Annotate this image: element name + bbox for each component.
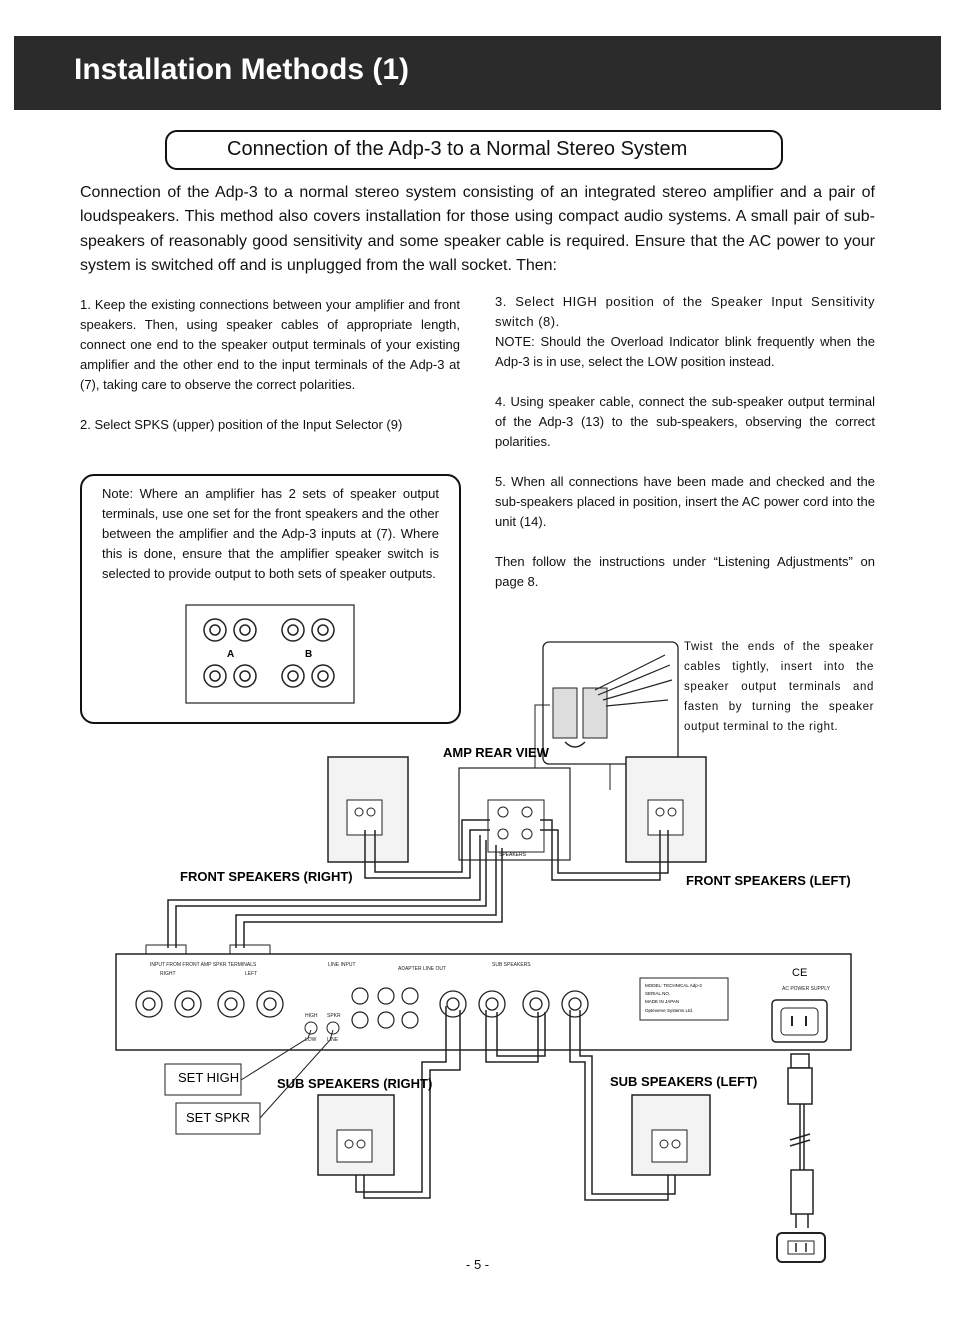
note-text: Note: Where an amplifier has 2 sets of speaker output terminals, use one set for the front speakers and the other between the amplifier and the Adp-3 inputs at (7). Where this is done, ensure that the amplifier speaker switch is selected to provide output to both sets of speaker outputs.	[102, 486, 439, 581]
panel-sub-label: SUB SPEAKERS	[492, 962, 531, 968]
terminal-detail-illustration	[543, 642, 678, 764]
front-speaker-right	[328, 757, 408, 862]
adp3-rear-panel	[116, 954, 851, 1050]
step-3: 3. Select HIGH position of the Speaker Input Sensitivity switch (8).	[495, 294, 875, 329]
amp-rear-view-label: AMP REAR VIEW	[443, 745, 549, 760]
page-number: - 5 -	[466, 1257, 490, 1272]
terminal-a-label: A	[227, 649, 235, 660]
step-2: 2. Select SPKS (upper) position of the Input Selector (9)	[80, 417, 403, 432]
panel-spkr-label: SPKR	[327, 1013, 341, 1019]
page-title: Installation Methods (1)	[74, 53, 410, 86]
step-4: 4. Using speaker cable, connect the sub-speaker output terminal of the Adp-3 (13) to the sub-speakers, observing the correct polarities.	[495, 394, 875, 449]
rating-line-3: MADE IN JAPAN	[645, 999, 680, 1004]
twist-instruction: Twist the ends of the speaker cables tightly, insert into the speaker output terminals and fasten by turning the speaker output terminal to the right.	[684, 641, 874, 733]
power-cord	[788, 1054, 813, 1228]
section-title: Connection of the Adp-3 to a Normal Stereo System	[227, 138, 688, 160]
rating-line-1: MODEL: TECHNICAL Adp-3	[645, 983, 702, 988]
set-high-label: SET HIGH	[178, 1070, 240, 1085]
panel-line-label: LINE	[327, 1037, 339, 1043]
intro-paragraph: Connection of the Adp-3 to a normal stereo system consisting of an integrated stereo amplifier and a pair of loudspeakers. This method also covers installation for those using compact audio systems. A small pair of sub-speakers of reasonably good sensitivity and some speaker cable is required. Ensure that the AC power to your system is switched off and is unplugged from the wall socket. Then:	[80, 184, 875, 274]
sub-speakers-right-label: SUB SPEAKERS (RIGHT)	[277, 1076, 433, 1091]
terminal-b-label: B	[305, 649, 313, 660]
rating-line-2: SERIAL NO.	[645, 991, 671, 996]
front-speakers-right-label: FRONT SPEAKERS (RIGHT)	[180, 869, 353, 884]
wall-socket	[777, 1233, 825, 1262]
panel-ce-mark: CE	[792, 967, 808, 979]
front-speakers-left-label: FRONT SPEAKERS (LEFT)	[686, 873, 851, 888]
set-spkr-label: SET SPKR	[186, 1110, 251, 1125]
rating-label	[640, 978, 728, 1020]
panel-line-input-label: LINE INPUT	[328, 962, 356, 968]
set-high-callout	[165, 1064, 241, 1095]
panel-input-label: INPUT FROM FRONT AMP SPKR TERMINALS	[150, 962, 257, 968]
sub-speaker-right	[318, 1095, 394, 1175]
panel-right-label: RIGHT	[160, 971, 176, 977]
panel-ac-label: AC POWER SUPPLY	[782, 986, 830, 992]
rating-line-4: Opteverve Systems Ltd.	[645, 1008, 694, 1013]
panel-high-label: HIGH	[305, 1013, 318, 1019]
front-speaker-left	[626, 757, 706, 862]
step-1: 1. Keep the existing connections between your amplifier and front speakers. Then, using speaker cables of appropriate length, connect one end to the speaker output terminals of your existing amplifier and the other end to the input terminals of the Adp-3 at (7), taking care to observe the correct polarities.	[80, 297, 460, 392]
ac-inlet	[772, 1000, 827, 1042]
set-spkr-callout	[176, 1103, 260, 1134]
step-3-note: NOTE: Should the Overload Indicator blink frequently when the Adp-3 is in use, select the LOW position instead.	[495, 334, 875, 369]
panel-left-label: LEFT	[245, 971, 258, 977]
amp-speakers-caption: SPEAKERS	[499, 852, 526, 858]
sub-speakers-left-label: SUB SPEAKERS (LEFT)	[610, 1074, 758, 1089]
final-instruction: Then follow the instructions under “Listening Adjustments” on page 8.	[495, 554, 875, 589]
panel-adapter-label: ADAPTER LINE OUT	[398, 966, 447, 972]
sub-speaker-left	[632, 1095, 710, 1175]
step-5: 5. When all connections have been made and checked and the sub-speakers placed in position, insert the AC power cord into the unit (14).	[495, 474, 875, 529]
amp-speaker-terminals	[488, 800, 544, 852]
panel-low-label: LOW	[305, 1037, 317, 1043]
